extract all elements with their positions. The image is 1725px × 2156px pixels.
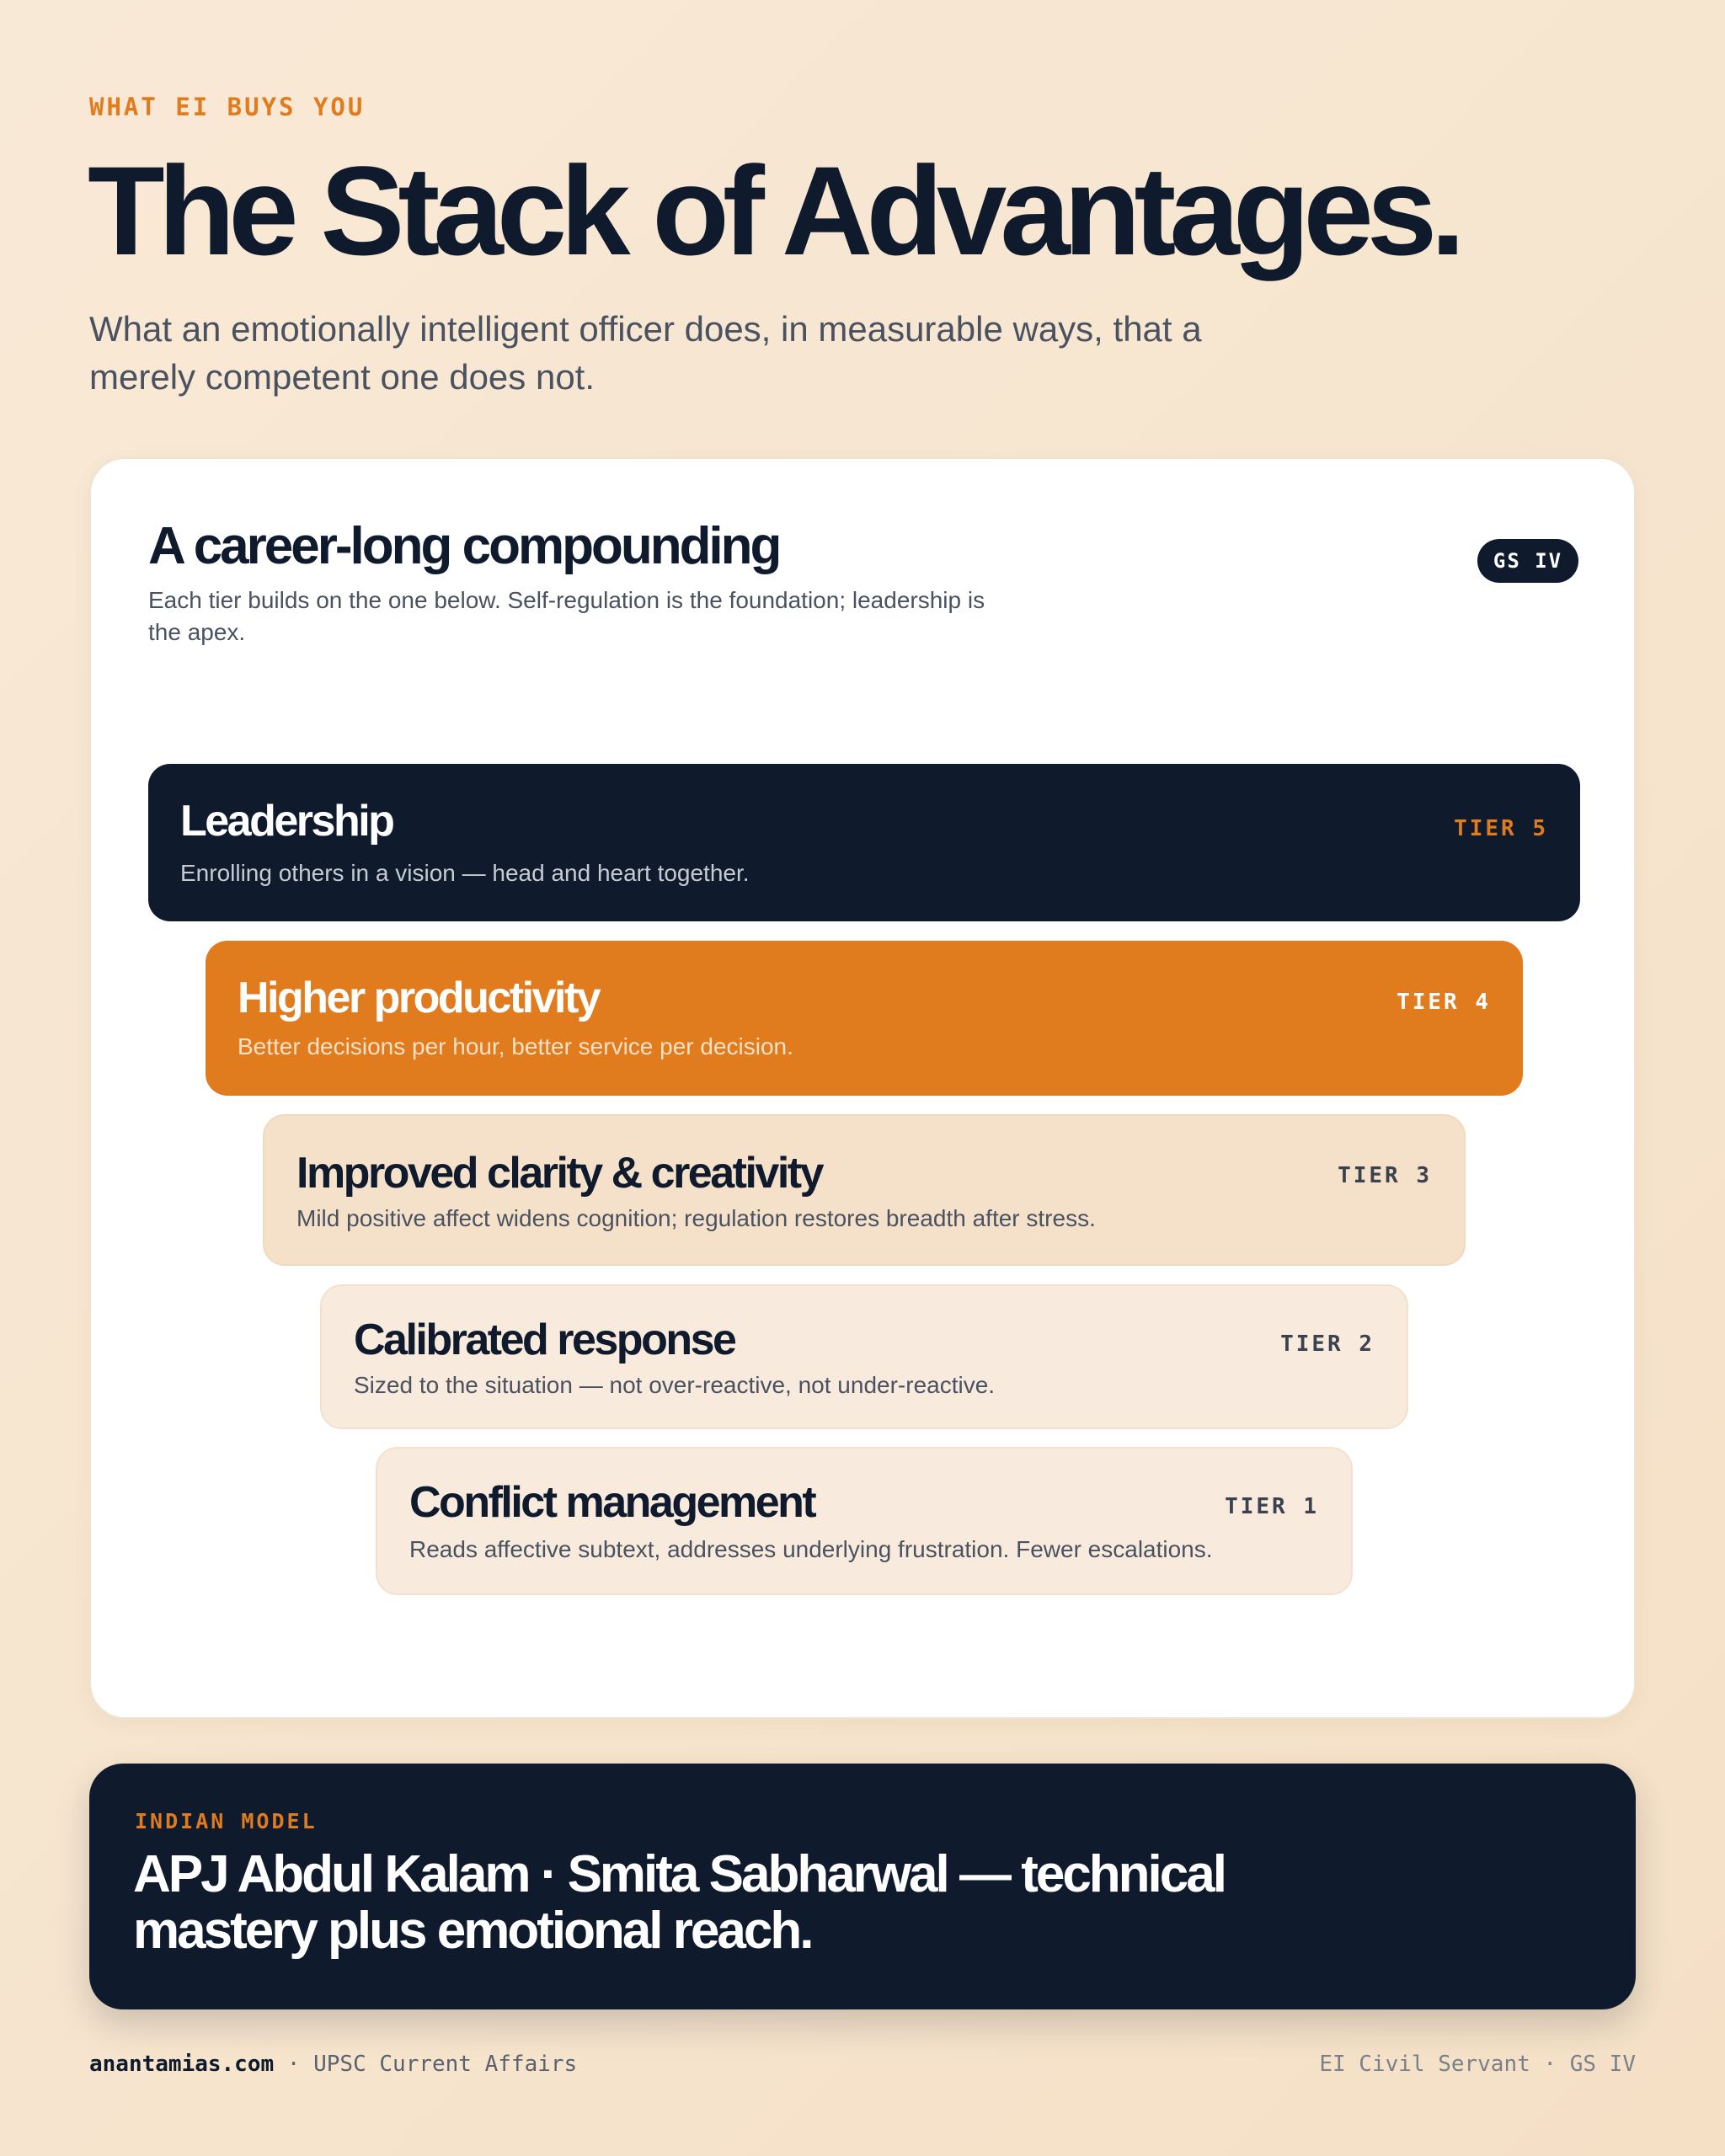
tier-description: Mild positive affect widens cognition; regulation restores breadth after stress.	[296, 1205, 1096, 1231]
tier-description: Reads affective subtext, addresses underlying frustration. Fewer escalations.	[409, 1536, 1213, 1562]
gs-badge: GS IV	[1477, 539, 1578, 583]
tier-title: Improved clarity & creativity	[296, 1149, 823, 1198]
tier-tag: TIER 5	[1454, 816, 1548, 841]
tier-tag: TIER 4	[1397, 990, 1491, 1015]
footer-separator: ·	[274, 2052, 314, 2077]
page-title: The Stack of Advantages.	[88, 140, 1459, 281]
tier-4-productivity	[206, 941, 1523, 1096]
tier-1-conflict-management	[376, 1447, 1353, 1595]
tier-title: Conflict management	[409, 1478, 815, 1527]
advantages-card	[89, 457, 1636, 1719]
footer-site: anantamias.com	[89, 2052, 275, 2077]
card-title: A career-long compounding	[148, 517, 780, 575]
page-subtitle: What an emotionally intelligent officer does, in measurable ways, that a merely competent one does not.	[89, 309, 1202, 397]
footer-section: UPSC Current Affairs	[313, 2052, 578, 2077]
model-eyebrow: INDIAN MODEL	[135, 1809, 318, 1833]
tier-tag: TIER 2	[1280, 1331, 1375, 1357]
card-description: Each tier builds on the one below. Self-regulation is the foundation; leadership is the apex.	[148, 587, 985, 645]
tier-tag: TIER 1	[1225, 1494, 1319, 1519]
tier-3-clarity	[263, 1114, 1466, 1266]
tier-description: Better decisions per hour, better service per decision.	[238, 1033, 793, 1059]
model-statement: APJ Abdul Kalam · Smita Sabharwal — technical mastery plus emotional reach.	[133, 1845, 1225, 1960]
tier-title: Calibrated response	[354, 1315, 735, 1364]
tier-2-calibrated-response	[320, 1284, 1408, 1429]
footer-right: EI Civil Servant · GS IV	[1319, 2052, 1636, 2077]
eyebrow-label: WHAT EI BUYS YOU	[89, 93, 366, 121]
indian-model-callout	[89, 1764, 1636, 2009]
tier-tag: TIER 3	[1338, 1163, 1432, 1188]
tier-title: Leadership	[180, 797, 393, 846]
tier-title: Higher productivity	[238, 974, 600, 1022]
tier-5-leadership	[148, 764, 1580, 921]
footer-left	[89, 2052, 577, 2077]
tier-description: Enrolling others in a vision — head and heart together.	[180, 860, 750, 886]
tier-description: Sized to the situation — not over-reactive, not under-reactive.	[354, 1372, 996, 1398]
